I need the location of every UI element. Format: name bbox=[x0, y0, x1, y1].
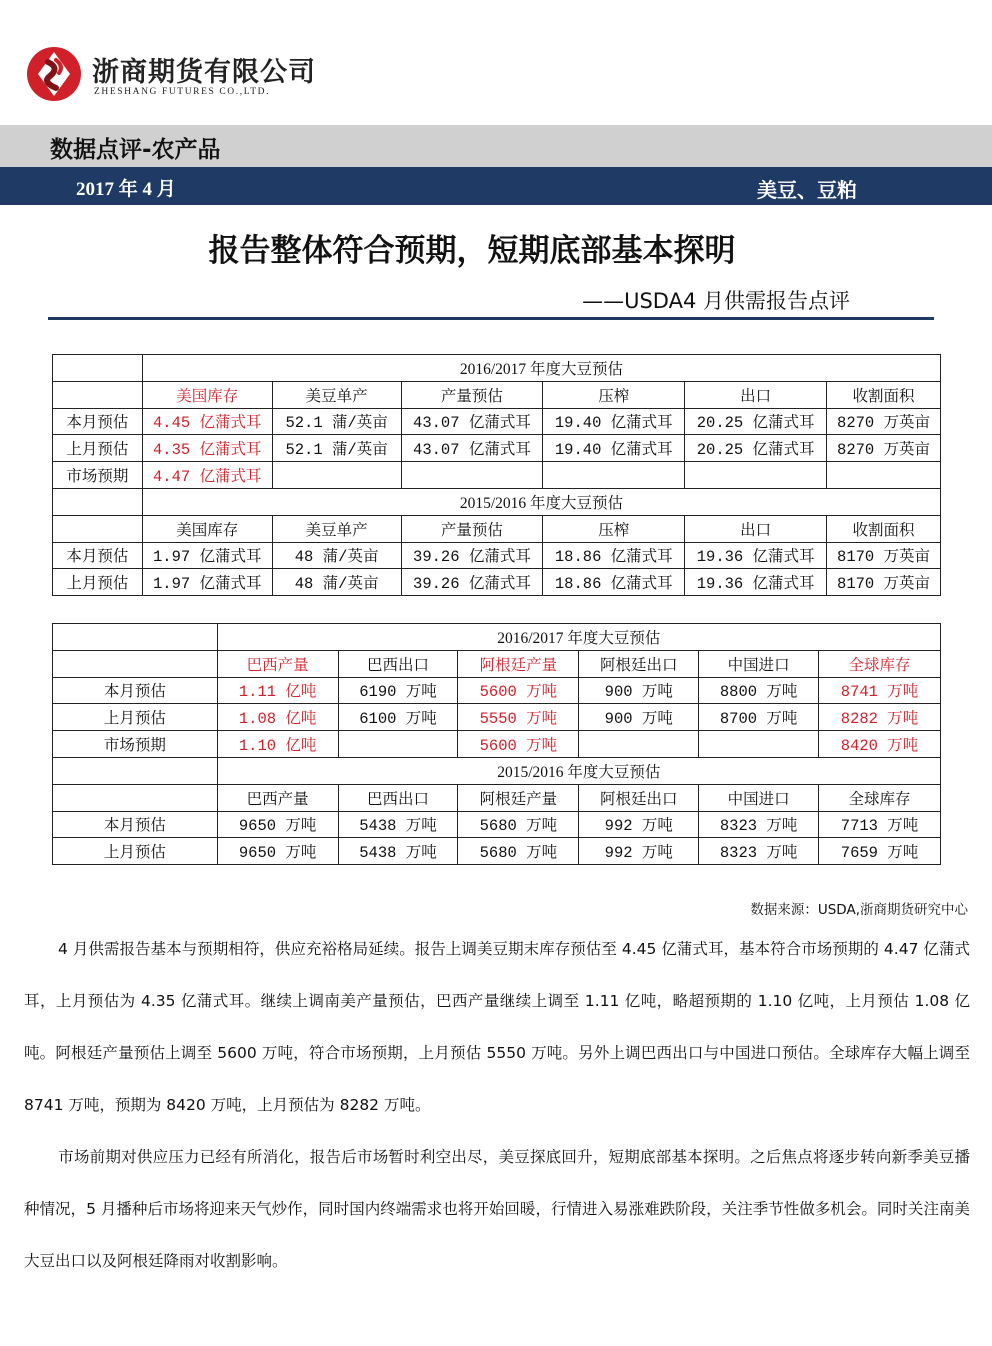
column-header: 收割面积 bbox=[827, 381, 941, 408]
table-cell: 4.45 亿蒲式耳 bbox=[142, 408, 272, 435]
table-cell: 9650 万吨 bbox=[217, 838, 338, 865]
column-header: 美国库存 bbox=[142, 515, 272, 542]
table-cell: 6190 万吨 bbox=[338, 677, 458, 704]
section-title: 2015/2016 年度大豆预估 bbox=[142, 488, 940, 515]
column-header: 美国库存 bbox=[142, 381, 272, 408]
table-row bbox=[53, 435, 941, 462]
table-cell: 992 万吨 bbox=[579, 838, 699, 865]
table-cell bbox=[401, 462, 543, 489]
table-cell: 4.47 亿蒲式耳 bbox=[142, 462, 272, 489]
table-cell bbox=[685, 462, 827, 489]
report-products: 美豆、豆粕 bbox=[757, 178, 857, 202]
column-header: 阿根廷产量 bbox=[458, 784, 579, 811]
table-cell bbox=[53, 650, 218, 677]
row-label: 上月预估 bbox=[53, 704, 218, 731]
row-label: 上月预估 bbox=[53, 435, 143, 462]
us-soybean-table bbox=[52, 354, 941, 596]
row-label: 本月预估 bbox=[53, 408, 143, 435]
section-title: 2015/2016 年度大豆预估 bbox=[217, 757, 940, 784]
company-name-en: ZHESHANG FUTURES CO.,LTD. bbox=[94, 87, 271, 97]
table-cell: 52.1 蒲/英亩 bbox=[272, 408, 401, 435]
column-header: 出口 bbox=[685, 515, 827, 542]
table-cell bbox=[272, 462, 401, 489]
table-cell: 19.36 亿蒲式耳 bbox=[685, 569, 827, 596]
table-row bbox=[53, 811, 941, 838]
table-row bbox=[53, 757, 941, 784]
table-cell bbox=[338, 731, 458, 758]
table-row bbox=[53, 408, 941, 435]
table-header-row bbox=[53, 650, 941, 677]
column-header: 压榨 bbox=[543, 381, 685, 408]
table-cell bbox=[579, 731, 699, 758]
table-cell: 8282 万吨 bbox=[819, 704, 941, 731]
table-cell: 8700 万吨 bbox=[699, 704, 819, 731]
table-cell: 8170 万英亩 bbox=[827, 569, 941, 596]
table-cell: 52.1 蒲/英亩 bbox=[272, 435, 401, 462]
table-row bbox=[53, 704, 941, 731]
table-cell: 900 万吨 bbox=[579, 677, 699, 704]
column-header: 中国进口 bbox=[699, 650, 819, 677]
column-header: 产量预估 bbox=[401, 515, 543, 542]
table-cell: 8800 万吨 bbox=[699, 677, 819, 704]
table-cell bbox=[827, 462, 941, 489]
data-source-note: 数据来源：USDA,浙商期货研究中心 bbox=[750, 902, 968, 918]
row-label: 市场预期 bbox=[53, 462, 143, 489]
paragraph-text: 4 月供需报告基本与预期相符，供应充裕格局延续。报告上调美豆期末库存预估至 4.45 亿蒲式耳，基本符合市场预期的 4.47 亿蒲式耳，上月预估为 4.35 亿蒲式耳。继续上调南美产量预估，巴西产量继续上调至 1.11 亿吨，略超预期的 1.10 亿吨，上月预估 1.08 亿吨。阿根廷产量预估上调至 5600 万吨，符合市场预期，上月预估 5550 万吨。另外上调巴西出口与中国进口预估。全球库存大幅上调至 8741 万吨，预期为 8420 万吨，上月预估为 8282 万吨。 bbox=[24, 940, 970, 1114]
row-label: 上月预估 bbox=[53, 569, 143, 596]
table-cell bbox=[53, 624, 218, 651]
table-cell: 8323 万吨 bbox=[699, 838, 819, 865]
table-cell: 39.26 亿蒲式耳 bbox=[401, 569, 543, 596]
column-header: 产量预估 bbox=[401, 381, 543, 408]
table-row bbox=[53, 355, 941, 382]
column-header: 收割面积 bbox=[827, 515, 941, 542]
table-cell: 1.08 亿吨 bbox=[217, 704, 338, 731]
table-cell: 18.86 亿蒲式耳 bbox=[543, 569, 685, 596]
table-cell: 5600 万吨 bbox=[458, 677, 579, 704]
column-header: 阿根廷出口 bbox=[579, 650, 699, 677]
column-header: 全球库存 bbox=[819, 784, 941, 811]
table-header-row bbox=[53, 515, 941, 542]
report-title: 报告整体符合预期，短期底部基本探明 bbox=[208, 233, 736, 269]
column-header: 阿根廷产量 bbox=[458, 650, 579, 677]
table-cell: 5438 万吨 bbox=[338, 838, 458, 865]
table-cell: 8741 万吨 bbox=[819, 677, 941, 704]
column-header: 中国进口 bbox=[699, 784, 819, 811]
row-label: 市场预期 bbox=[53, 731, 218, 758]
table-cell bbox=[53, 784, 218, 811]
table-cell: 19.40 亿蒲式耳 bbox=[543, 435, 685, 462]
title-divider bbox=[48, 317, 934, 320]
column-header: 全球库存 bbox=[819, 650, 941, 677]
table-cell: 1.97 亿蒲式耳 bbox=[142, 569, 272, 596]
table-row bbox=[53, 542, 941, 569]
column-header: 巴西出口 bbox=[338, 784, 458, 811]
report-subtitle: ——USDA4 月供需报告点评 bbox=[582, 289, 850, 313]
body-paragraph bbox=[24, 923, 970, 1131]
table-cell: 1.11 亿吨 bbox=[217, 677, 338, 704]
column-header: 巴西出口 bbox=[338, 650, 458, 677]
table-cell: 5550 万吨 bbox=[458, 704, 579, 731]
info-band bbox=[0, 167, 992, 205]
table-cell bbox=[543, 462, 685, 489]
table-row bbox=[53, 488, 941, 515]
table-cell: 43.07 亿蒲式耳 bbox=[401, 408, 543, 435]
table-cell: 5680 万吨 bbox=[458, 811, 579, 838]
table-cell: 5600 万吨 bbox=[458, 731, 579, 758]
table-cell: 8270 万英亩 bbox=[827, 408, 941, 435]
table-cell: 4.35 亿蒲式耳 bbox=[142, 435, 272, 462]
company-name-cn: 浙商期货有限公司 bbox=[92, 57, 316, 88]
row-label: 本月预估 bbox=[53, 811, 218, 838]
table-cell bbox=[53, 515, 143, 542]
table-cell bbox=[53, 355, 143, 382]
table-cell bbox=[53, 381, 143, 408]
report-date: 2017 年 4 月 bbox=[76, 179, 176, 200]
section-title: 2016/2017 年度大豆预估 bbox=[217, 624, 940, 651]
row-label: 上月预估 bbox=[53, 838, 218, 865]
table-row bbox=[53, 462, 941, 489]
table-cell: 7713 万吨 bbox=[819, 811, 941, 838]
table-cell bbox=[53, 488, 143, 515]
table-cell: 19.36 亿蒲式耳 bbox=[685, 542, 827, 569]
table-cell: 8270 万英亩 bbox=[827, 435, 941, 462]
table-cell: 1.10 亿吨 bbox=[217, 731, 338, 758]
column-header: 阿根廷出口 bbox=[579, 784, 699, 811]
table-cell: 8420 万吨 bbox=[819, 731, 941, 758]
table-row bbox=[53, 624, 941, 651]
table-header-row bbox=[53, 381, 941, 408]
table-cell: 900 万吨 bbox=[579, 704, 699, 731]
paragraph-text: 市场前期对供应压力已经有所消化，报告后市场暂时利空出尽，美豆探底回升，短期底部基本探明。之后焦点将逐步转向新季美豆播种情况，5 月播种后市场将迎来天气炒作，同时国内终端需求也将开始回暖，行情进入易涨难跌阶段，关注季节性做多机会。同时关注南美大豆出口以及阿根廷降雨对收割影响。 bbox=[24, 1148, 970, 1270]
table-cell bbox=[53, 757, 218, 784]
column-header: 巴西产量 bbox=[217, 650, 338, 677]
south-america-soybean-table bbox=[52, 623, 941, 865]
category-band bbox=[0, 125, 992, 167]
table-cell: 7659 万吨 bbox=[819, 838, 941, 865]
table-row bbox=[53, 838, 941, 865]
table-cell: 992 万吨 bbox=[579, 811, 699, 838]
column-header: 压榨 bbox=[543, 515, 685, 542]
section-title: 2016/2017 年度大豆预估 bbox=[142, 355, 940, 382]
table-cell: 8170 万英亩 bbox=[827, 542, 941, 569]
column-header: 巴西产量 bbox=[217, 784, 338, 811]
table-cell: 20.25 亿蒲式耳 bbox=[685, 408, 827, 435]
table-cell: 18.86 亿蒲式耳 bbox=[543, 542, 685, 569]
table-row bbox=[53, 677, 941, 704]
table-cell: 6100 万吨 bbox=[338, 704, 458, 731]
table-cell: 5680 万吨 bbox=[458, 838, 579, 865]
report-category: 数据点评-农产品 bbox=[50, 137, 221, 163]
column-header: 美豆单产 bbox=[272, 381, 401, 408]
table-cell: 39.26 亿蒲式耳 bbox=[401, 542, 543, 569]
table-cell: 20.25 亿蒲式耳 bbox=[685, 435, 827, 462]
table-cell: 5438 万吨 bbox=[338, 811, 458, 838]
table-cell: 19.40 亿蒲式耳 bbox=[543, 408, 685, 435]
table-cell: 48 蒲/英亩 bbox=[272, 569, 401, 596]
table-cell: 48 蒲/英亩 bbox=[272, 542, 401, 569]
body-paragraph bbox=[24, 1131, 970, 1287]
table-cell: 8323 万吨 bbox=[699, 811, 819, 838]
column-header: 美豆单产 bbox=[272, 515, 401, 542]
column-header: 出口 bbox=[685, 381, 827, 408]
table-cell: 9650 万吨 bbox=[217, 811, 338, 838]
table-header-row bbox=[53, 784, 941, 811]
company-logo bbox=[26, 46, 82, 102]
row-label: 本月预估 bbox=[53, 542, 143, 569]
row-label: 本月预估 bbox=[53, 677, 218, 704]
table-cell: 1.97 亿蒲式耳 bbox=[142, 542, 272, 569]
table-cell: 43.07 亿蒲式耳 bbox=[401, 435, 543, 462]
table-row bbox=[53, 731, 941, 758]
table-cell bbox=[699, 731, 819, 758]
table-row bbox=[53, 569, 941, 596]
